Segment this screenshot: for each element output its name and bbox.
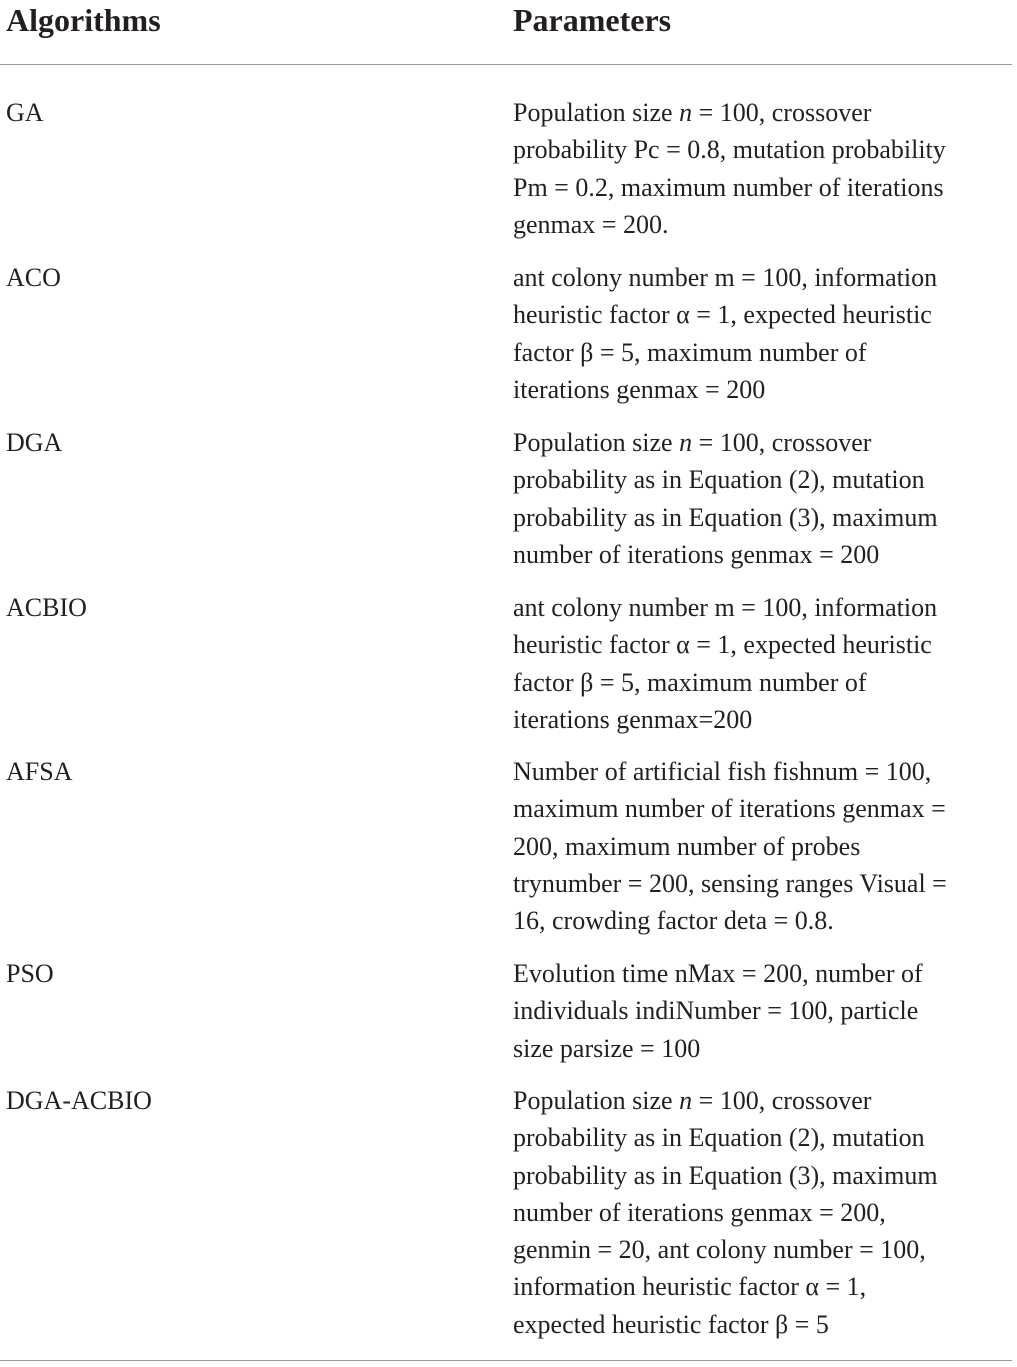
parameter-line: probability Pc = 0.8, mutation probability [513, 135, 946, 165]
parameter-line: probability as in Equation (3), maximum [513, 502, 938, 532]
parameter-line: expected heuristic factor β = 5 [513, 1309, 829, 1339]
algorithm-parameters [513, 424, 1017, 573]
header-algorithms: Algorithms [6, 2, 161, 38]
parameter-line: Pm = 0.2, maximum number of iterations [513, 172, 944, 202]
table-header [0, 0, 1017, 64]
parameter-line: factor β = 5, maximum number of [513, 337, 867, 367]
parameter-line: Population size n = 100, crossover [513, 98, 872, 127]
algorithm-name: DGA [6, 428, 63, 457]
parameter-line: information heuristic factor α = 1, [513, 1272, 867, 1302]
algorithm-name: ACBIO [6, 593, 87, 622]
parameter-line: probability as in Equation (3), maximum [513, 1160, 938, 1190]
algorithm-parameters [513, 753, 1017, 939]
parameter-line: Number of artificial fish fishnum = 100, [513, 757, 932, 786]
parameter-line: maximum number of iterations genmax = [513, 794, 946, 824]
parameter-line: Population size n = 100, crossover [513, 428, 872, 457]
parameter-line: genmin = 20, ant colony number = 100, [513, 1235, 926, 1265]
header-parameters: Parameters [513, 2, 672, 38]
parameter-line: size parsize = 100 [513, 1033, 701, 1063]
algorithm-name: DGA-ACBIO [6, 1086, 152, 1115]
parameter-line: factor β = 5, maximum number of [513, 667, 867, 697]
algorithm-name: AFSA [6, 757, 73, 786]
parameter-line: heuristic factor α = 1, expected heuristic [513, 300, 932, 330]
algorithm-name: GA [6, 98, 44, 127]
algorithm-parameters [513, 1082, 1017, 1343]
parameter-line: genmax = 200. [513, 209, 669, 239]
parameter-line: 200, maximum number of probes [513, 831, 861, 861]
parameter-line: ant colony number m = 100, information [513, 263, 938, 292]
parameter-line: probability as in Equation (2), mutation [513, 1123, 925, 1153]
parameter-line: ant colony number m = 100, information [513, 593, 938, 622]
parameter-line: 16, crowding factor deta = 0.8. [513, 906, 834, 936]
algorithm-parameters [513, 259, 1017, 408]
table-bottom-rule [0, 1360, 1012, 1361]
parameter-line: iterations genmax=200 [513, 704, 753, 734]
parameter-line: individuals indiNumber = 100, particle [513, 996, 919, 1026]
parameter-line: Evolution time nMax = 200, number of [513, 959, 923, 988]
parameter-line: iterations genmax = 200 [513, 374, 766, 404]
parameter-line: trynumber = 200, sensing ranges Visual = [513, 868, 947, 898]
parameter-line: heuristic factor α = 1, expected heuristic [513, 630, 932, 660]
parameter-line: Population size n = 100, crossover [513, 1086, 872, 1115]
parameter-line: number of iterations genmax = 200 [513, 539, 880, 569]
header-divider [0, 64, 1012, 65]
algorithm-parameters [513, 589, 1017, 738]
algorithm-name: ACO [6, 263, 61, 292]
algorithm-parameters [513, 955, 1017, 1067]
algorithm-name: PSO [6, 959, 54, 988]
parameter-line: probability as in Equation (2), mutation [513, 465, 925, 495]
parameter-line: number of iterations genmax = 200, [513, 1197, 886, 1227]
algorithm-parameters [513, 94, 1017, 243]
